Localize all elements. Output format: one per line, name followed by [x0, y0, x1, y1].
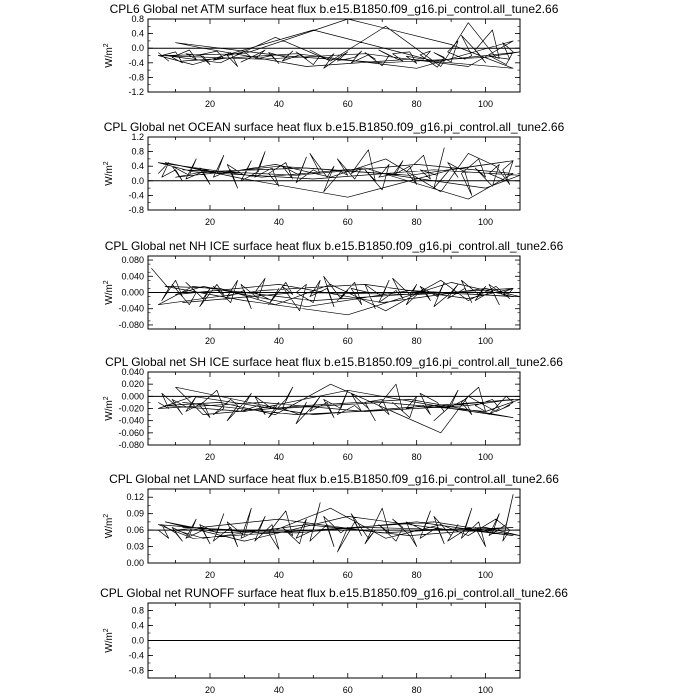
panel-4-ytick-label: -0.080 [118, 440, 144, 450]
panel-2-xtick-label: 80 [411, 217, 422, 227]
panel-4-ytick-label: -0.020 [118, 403, 144, 414]
panel-5-ylabel-unit: W/m [104, 517, 115, 539]
panel-4-ytick-label: -0.060 [118, 427, 144, 438]
panel-4-xtick-label: 100 [478, 452, 494, 462]
panel-2-ytick-label: -0.8 [128, 205, 144, 215]
panel-4-ylabel-unit: W/m [104, 400, 115, 421]
panel-2-ylabel-exponent: 2 [103, 161, 110, 166]
panel-5-xtick-label: 40 [273, 570, 284, 580]
panel-4-ytick-label: 0.020 [121, 379, 144, 390]
panel-4-xtick-label: 80 [411, 452, 422, 462]
panel-4-xtick-label: 20 [204, 452, 216, 462]
panel-3-ytick-label: 0.080 [121, 255, 144, 266]
panel-6 [100, 586, 568, 695]
panel-5-series-line [158, 495, 520, 553]
panel-1-ytick-label: 0.0 [131, 43, 144, 54]
panel-4-ytick-label: -0.040 [118, 415, 144, 426]
panel-1-ytick-label: 0.4 [131, 28, 144, 39]
panel-5-title: CPL Global net LAND surface heat flux b.e15.B1850.f09_g16.pi_control.all_tune2.66 [109, 472, 559, 486]
panel-3-ylabel-unit: W/m [104, 284, 115, 305]
panel-2-ytick-label: 0.0 [131, 175, 144, 186]
panel-3-xtick-label: 20 [204, 336, 216, 346]
panel-2-ytick-label: 0.8 [131, 146, 144, 157]
panel-4-series-line [158, 384, 520, 433]
panel-6-ytick-label: -0.4 [128, 650, 144, 661]
panel-2-xtick-label: 100 [478, 217, 494, 227]
panel-4-ytick-label: 0.040 [121, 367, 144, 377]
panel-6-xtick-label: 100 [478, 685, 494, 695]
panel-1-ytick-label: -0.4 [128, 57, 144, 68]
panel-5-ylabel-exponent: 2 [103, 513, 110, 518]
panel-3-title: CPL Global net NH ICE surface heat flux b.e15.B1850.f09_g16.pi_control.all_tune2.66 [104, 239, 564, 253]
panel-4-ytick-label: 0.000 [121, 391, 144, 402]
panel-6-xtick-label: 40 [273, 685, 284, 695]
panel-5-xtick-label: 60 [342, 570, 353, 580]
panel-3-ylabel-exponent: 2 [103, 280, 110, 285]
panel-4-xtick-label: 60 [342, 452, 353, 462]
panel-4-xtick-label: 40 [273, 452, 284, 462]
panel-1-ylabel [103, 43, 115, 68]
panel-1-ytick-label: 0.8 [131, 14, 144, 24]
panel-6-xtick-label: 80 [411, 685, 422, 695]
panel-4-ylabel [103, 396, 115, 421]
panel-5-xtick-label: 80 [411, 570, 422, 580]
panel-1-title: CPL6 Global net ATM surface heat flux b.e15.B1850.f09_g16.pi_control.all_tune2.66 [109, 2, 559, 16]
panel-3-xtick-label: 80 [411, 336, 422, 346]
panel-1-xtick-label: 40 [273, 99, 284, 109]
panel-6-ylabel-exponent: 2 [103, 628, 110, 633]
panel-1-ytick-label: -1.2 [128, 87, 144, 97]
panel-1-ylabel-exponent: 2 [103, 43, 110, 48]
panel-3-ylabel [103, 280, 115, 305]
panel-1 [103, 2, 559, 109]
panel-2-series-line [158, 148, 520, 199]
panel-3-ytick-label: -0.040 [118, 303, 144, 314]
panel-6-xtick-label: 20 [204, 685, 216, 695]
panel-6-xtick-label: 60 [342, 685, 353, 695]
panel-2-ytick-label: 0.4 [131, 161, 144, 172]
panel-1-xtick-label: 100 [478, 99, 494, 109]
panel-3 [103, 239, 564, 346]
panel-6-ylabel-unit: W/m [104, 632, 115, 653]
panel-5-xtick-label: 20 [204, 570, 216, 580]
panel-1-ytick-label: -0.8 [128, 72, 144, 83]
panel-2-xtick-label: 60 [342, 217, 353, 227]
panel-1-series-line [158, 19, 520, 68]
panel-1-xtick-label: 80 [411, 99, 422, 109]
panel-2-ytick-label: 1.2 [131, 132, 144, 142]
panel-5-ytick-label: 0.12 [126, 492, 144, 503]
panel-2-ylabel-unit: W/m [104, 165, 115, 186]
panel-5 [103, 472, 559, 580]
panel-6-title: CPL Global net RUNOFF surface heat flux b.e15.B1850.f09_g16.pi_control.all_tune2.66 [100, 586, 568, 600]
panel-3-ytick-label: 0.040 [121, 271, 144, 282]
panel-6-ytick-label: 0.4 [131, 620, 144, 631]
panel-2-xtick-label: 20 [204, 217, 216, 227]
panel-1-xtick-label: 60 [342, 99, 353, 109]
panel-5-ylabel [103, 514, 115, 539]
panel-3-ytick-label: 0.000 [121, 287, 144, 298]
panel-3-xtick-label: 60 [342, 336, 353, 346]
panel-3-ytick-label: -0.080 [118, 319, 144, 330]
panel-4-ylabel-exponent: 2 [103, 396, 110, 401]
panel-5-xtick-label: 100 [478, 570, 494, 580]
panel-5-ytick-label: 0.09 [126, 508, 144, 519]
panel-4 [103, 355, 563, 462]
panel-5-ytick-label: 0.00 [126, 558, 144, 568]
panel-2-title: CPL Global net OCEAN surface heat flux b.e15.B1850.f09_g16.pi_control.all_tune2.66 [103, 120, 565, 134]
panel-5-ytick-label: 0.06 [126, 525, 144, 536]
panel-2-xtick-label: 40 [273, 217, 284, 227]
panel-3-xtick-label: 100 [478, 336, 494, 346]
panel-6-ytick-label: -0.8 [128, 665, 144, 676]
panel-6-ylabel [103, 628, 115, 653]
panel-5-ytick-label: 0.03 [126, 541, 144, 552]
panel-1-ylabel-unit: W/m [104, 47, 115, 68]
panel-2-ylabel [103, 161, 115, 186]
panel-2 [103, 120, 565, 227]
panel-6-ytick-label: 0.8 [131, 605, 144, 616]
panel-2-ytick-label: -0.4 [128, 190, 144, 201]
panel-1-xtick-label: 20 [204, 99, 216, 109]
panel-3-series-line [151, 268, 520, 315]
panel-6-ytick-label: 0.0 [131, 635, 144, 646]
panel-4-title: CPL Global net SH ICE surface heat flux b.e15.B1850.f09_g16.pi_control.all_tune2.66 [105, 355, 563, 369]
panel-3-xtick-label: 40 [273, 336, 284, 346]
